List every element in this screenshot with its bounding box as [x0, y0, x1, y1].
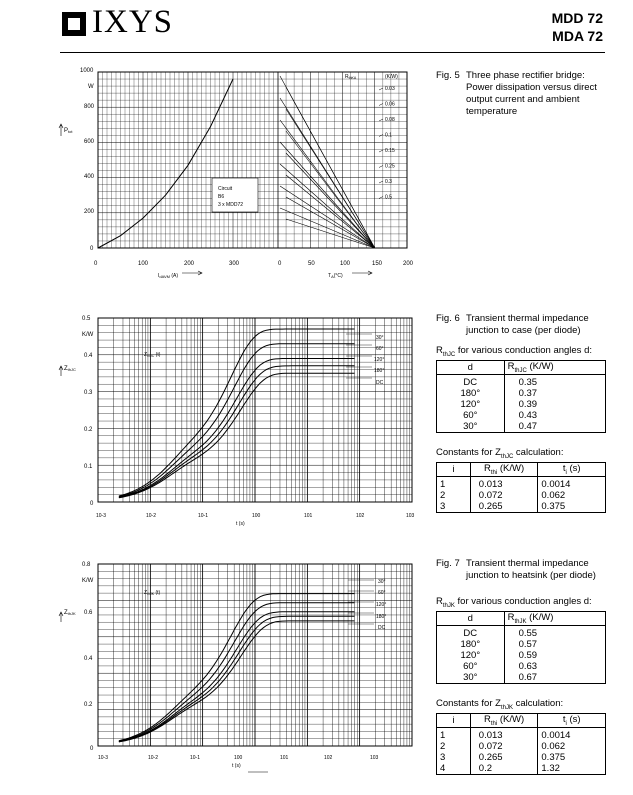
- fig7-y-arrow-icon: [59, 612, 63, 622]
- fig7-y-tick-0: 0: [90, 746, 94, 752]
- fig7-y-tick-0.8: 0.8: [82, 562, 91, 568]
- fig5-tx-tick-100: 100: [340, 261, 351, 267]
- fig5-marks: [59, 76, 395, 275]
- fig5-rth-value-label: 0.06: [385, 101, 395, 108]
- fig5-circuit-line-2: B6: [218, 194, 225, 200]
- fig7-series-curve: [119, 594, 355, 741]
- fig7-ti: 0.375: [538, 752, 606, 763]
- fig7-y-unit: K/W: [82, 578, 94, 584]
- fig7-ti: 1.32: [538, 763, 606, 775]
- fig7-y-tick-0.4: 0.4: [84, 656, 93, 662]
- fig5-rth-unit: (K/W): [385, 74, 398, 80]
- fig6-y-tick-0.3: 0.3: [84, 390, 93, 396]
- fig7-y-tick-0.2: 0.2: [84, 702, 93, 708]
- fig5-tx-tick-200: 200: [403, 261, 414, 267]
- fig6-series-label-180: 180°: [374, 368, 385, 374]
- fig5-y-tick-400: 400: [84, 174, 95, 180]
- fig5-tx-arrow-icon: [352, 271, 372, 275]
- fig5-rth-value-label: 0.25: [385, 163, 395, 170]
- fig7-ti: 0.062: [538, 741, 606, 752]
- fig6-y-arrow-icon: [59, 366, 63, 376]
- fig5-frame: [98, 72, 407, 248]
- fig5-tx-label: $T_A(^\circ C)$: [328, 273, 343, 279]
- fig5-y-tick-1000: 1000: [80, 68, 94, 74]
- fig7-series-curve: [119, 603, 355, 741]
- fig5-y-tick-200: 200: [84, 209, 95, 215]
- fig5-rth-tick: [379, 88, 383, 90]
- fig6-series-label-60: 60°: [376, 346, 384, 352]
- fig7-const-title: Constants for $Z_{thJK}$ calculation:: [436, 698, 564, 711]
- fig6-rth-value: 0.39: [504, 399, 605, 410]
- fig7-angle: 180°: [437, 639, 505, 650]
- fig5-rth-line: [286, 175, 375, 248]
- fig7-i: 3: [437, 752, 471, 763]
- fig6-series-curve: [119, 373, 355, 498]
- part-number-2: MDA 72: [552, 28, 603, 44]
- fig6-label: Fig. 6: [436, 313, 460, 324]
- fig6-angle: DC: [437, 374, 505, 388]
- fig7-ri-head: $R_{thi}$ (K/W): [470, 714, 538, 728]
- fig7-ti: 0.0014: [538, 727, 606, 741]
- fig5-y-unit: W: [88, 84, 94, 90]
- fig6-ri: 0.265: [470, 501, 538, 513]
- fig6-y-tick-0.4: 0.4: [84, 353, 93, 359]
- fig6-ri: 0.013: [470, 476, 538, 490]
- fig7-angle: 60°: [437, 661, 505, 672]
- fig6-curve-label: $Z_{thJC}$ (t): [144, 352, 161, 358]
- fig5-rth-value-label: 0.15: [385, 148, 395, 154]
- fig7-angle: 120°: [437, 650, 505, 661]
- fig5-chart: [52, 66, 424, 286]
- fig7-x-label: t (s): [232, 763, 241, 769]
- fig6-angle: 180°: [437, 388, 505, 399]
- fig6-rth-table: [436, 360, 606, 433]
- fig5-rth-value-label: 0.03: [385, 86, 395, 92]
- ixys-logo: [62, 4, 182, 46]
- fig6-i: 3: [437, 501, 471, 513]
- fig6-y-tick-0.2: 0.2: [84, 427, 93, 433]
- fig7-marks: [59, 580, 374, 772]
- fig7-x-tick-6: 102: [324, 755, 333, 761]
- fig7-ri: 0.265: [470, 752, 538, 763]
- fig5-rth-tick: [379, 119, 383, 121]
- fig5-x-tick-0: 0: [94, 261, 98, 267]
- fig6-y-tick-0.5: 0.5: [82, 316, 91, 322]
- fig6-x-tick-3: 10-1: [198, 513, 209, 519]
- fig7-i: 2: [437, 741, 471, 752]
- fig5-tx-tick-0: 0: [278, 261, 282, 267]
- fig5-y-arrow-icon: [59, 124, 63, 136]
- fig5-x-tick-100: 100: [138, 261, 149, 267]
- fig5-rth-line: [286, 131, 375, 248]
- fig7-const-table: [436, 713, 606, 775]
- fig5-rth-label: $R_{thKA}$: [345, 74, 357, 80]
- fig7-x-tick-2: 10-2: [148, 755, 159, 761]
- fig7-x-tick-5: 101: [280, 755, 289, 761]
- fig7-rth-value: 0.57: [504, 639, 605, 650]
- fig6-series-label-120: 120°: [374, 357, 385, 363]
- fig7-rth-head: $R_{thJK}$ (K/W): [504, 612, 605, 626]
- fig7-label: Fig. 7: [436, 558, 460, 569]
- fig6-angle: 60°: [437, 410, 505, 421]
- fig6-y-tick-0.1: 0.1: [84, 464, 93, 470]
- fig7-ri: 0.072: [470, 741, 538, 752]
- fig6-caption-text: Transient thermal impedance junction to case (per diode): [466, 313, 589, 336]
- fig6-i: 1: [437, 476, 471, 490]
- fig7-ti-head: $t_i$ (s): [538, 714, 606, 728]
- fig6-x-tick-7: 103: [406, 513, 415, 519]
- fig5-x-label: $I_{dAVM}$ (A): [158, 273, 179, 279]
- header-rule: [60, 52, 605, 53]
- fig7-series-curve: [119, 612, 355, 742]
- fig7-d-head: d: [437, 612, 505, 626]
- fig6-rth-value: 0.35: [504, 374, 605, 388]
- fig5-x-tick-200: 200: [184, 261, 195, 267]
- fig7-rth-value: 0.59: [504, 650, 605, 661]
- fig6-d-head: d: [437, 361, 505, 375]
- fig6-angle: 30°: [437, 421, 505, 433]
- fig7-y-label: ZthJK: [64, 610, 76, 616]
- fig7-i-head: i: [437, 714, 471, 728]
- fig7-curve-label: $Z_{thJK}$ (t): [144, 590, 161, 596]
- fig6-rth-value: 0.43: [504, 410, 605, 421]
- fig6-x-label: t (s): [236, 521, 245, 527]
- fig6-i-head: i: [437, 463, 471, 477]
- logo-text: IXYS: [92, 4, 174, 40]
- fig6-x-tick-6: 102: [356, 513, 365, 519]
- fig6-series-curve: [119, 359, 355, 498]
- fig7-x-tick-3: 10-1: [190, 755, 201, 761]
- fig5-circuit-line-1: Circuit: [218, 186, 233, 192]
- fig5-rth-tick: [379, 150, 383, 152]
- fig6-rth-head: $R_{thJC}$ (K/W): [504, 361, 605, 375]
- fig7-series-label-60: 60°: [378, 590, 386, 596]
- fig5-rth-tick: [379, 166, 383, 168]
- fig6-x-tick-1: 10-3: [96, 513, 107, 519]
- fig5-rth-value-label: 0.1: [385, 132, 392, 139]
- fig7-series-curve: [119, 621, 355, 742]
- fig6-i: 2: [437, 490, 471, 501]
- fig5-grid: [98, 72, 407, 248]
- fig6-const-table: [436, 462, 606, 513]
- fig6-x-tick-2: 10-2: [146, 513, 157, 519]
- fig6-const-title: Constants for $Z_{thJC}$ calculation:: [436, 447, 564, 460]
- fig6-rth-value: 0.47: [504, 421, 605, 433]
- fig7-caption-text: Transient thermal impedance junction to heatsink (per diode): [466, 558, 596, 581]
- fig7-angle: DC: [437, 625, 505, 639]
- fig6-caption: [436, 313, 601, 337]
- fig5-rth-tick: [379, 104, 383, 106]
- part-number-1: MDD 72: [551, 10, 603, 26]
- fig7-series-curve: [119, 616, 355, 741]
- fig7-rth-table: [436, 611, 606, 684]
- fig5-x-arrow-icon: [182, 271, 202, 275]
- fig5-y-tick-0: 0: [90, 246, 94, 252]
- fig6-grid: [98, 318, 412, 502]
- fig7-rth-title: $R_{thJK}$ for various conduction angles d:: [436, 596, 592, 609]
- fig5-caption-text: Three phase rectifier bridge: Power dissipation versus direct output current and ambient temperature: [466, 70, 597, 117]
- fig7-x-tick-1: 10-3: [98, 755, 109, 761]
- fig7-x-tick-4: 100: [234, 755, 243, 761]
- fig6-y-tick-0: 0: [90, 501, 94, 507]
- fig7-series-label-180: 180°: [376, 614, 387, 620]
- fig5-x-tick-300: 300: [229, 261, 240, 267]
- fig6-series-label-30: 30°: [376, 335, 384, 341]
- logo-mark-icon: [62, 12, 86, 36]
- fig7-chart: [52, 558, 424, 773]
- fig6-ti: 0.375: [538, 501, 606, 513]
- fig5-rth-line: [286, 109, 375, 248]
- fig6-ti: 0.0014: [538, 476, 606, 490]
- fig7-rth-value: 0.55: [504, 625, 605, 639]
- fig7-i: 1: [437, 727, 471, 741]
- fig5-caption: [436, 70, 601, 118]
- fig5-label: Fig. 5: [436, 70, 460, 81]
- fig7-series-label-30: 30°: [378, 579, 386, 585]
- fig5-tx-tick-150: 150: [372, 261, 383, 267]
- fig7-y-tick-0.6: 0.6: [84, 610, 93, 616]
- fig7-i: 4: [437, 763, 471, 775]
- fig7-angle: 30°: [437, 672, 505, 684]
- fig7-series-label-dc: DC: [378, 625, 386, 631]
- fig5-rth-value-label: 0.5: [385, 194, 392, 201]
- fig6-x-tick-4: 100: [252, 513, 261, 519]
- fig7-rth-value: 0.67: [504, 672, 605, 684]
- fig5-rth-value-label: 0.08: [385, 117, 395, 123]
- fig6-marks: [59, 329, 372, 527]
- fig5-y-label: Ptot: [64, 128, 73, 134]
- fig7-x-tick-7: 103: [370, 755, 379, 761]
- fig6-ti-head: $t_i$ (s): [538, 463, 606, 477]
- fig6-ri: 0.072: [470, 490, 538, 501]
- fig6-y-label: ZthJC: [64, 366, 76, 372]
- fig7-ri: 0.2: [470, 763, 538, 775]
- fig7-series-label-120: 120°: [376, 602, 387, 608]
- fig7-ri: 0.013: [470, 727, 538, 741]
- fig7-caption: [436, 558, 601, 582]
- fig5-y-tick-600: 600: [84, 139, 95, 145]
- fig6-angle: 120°: [437, 399, 505, 410]
- fig5-tx-tick-50: 50: [308, 261, 315, 267]
- fig6-ti: 0.062: [538, 490, 606, 501]
- fig5-rth-tick: [379, 181, 383, 183]
- fig5-rth-value-label: 0.3: [385, 179, 392, 185]
- fig6-ri-head: $R_{thi}$ (K/W): [470, 463, 538, 477]
- fig6-x-tick-5: 101: [304, 513, 313, 519]
- fig6-y-unit: K/W: [82, 332, 94, 338]
- fig6-rth-value: 0.37: [504, 388, 605, 399]
- fig5-rth-line: [286, 197, 375, 248]
- fig5-y-tick-800: 800: [84, 104, 95, 110]
- fig6-series-label-dc: DC: [376, 380, 384, 386]
- fig5-circuit-line-3: 3 x MDD72: [218, 202, 244, 208]
- fig6-rth-title: $R_{thJC}$ for various conduction angles d:: [436, 345, 592, 358]
- fig6-chart: [52, 312, 424, 527]
- fig6-series-curve: [119, 344, 355, 497]
- fig7-rth-value: 0.63: [504, 661, 605, 672]
- fig5-rth-tick: [379, 197, 383, 199]
